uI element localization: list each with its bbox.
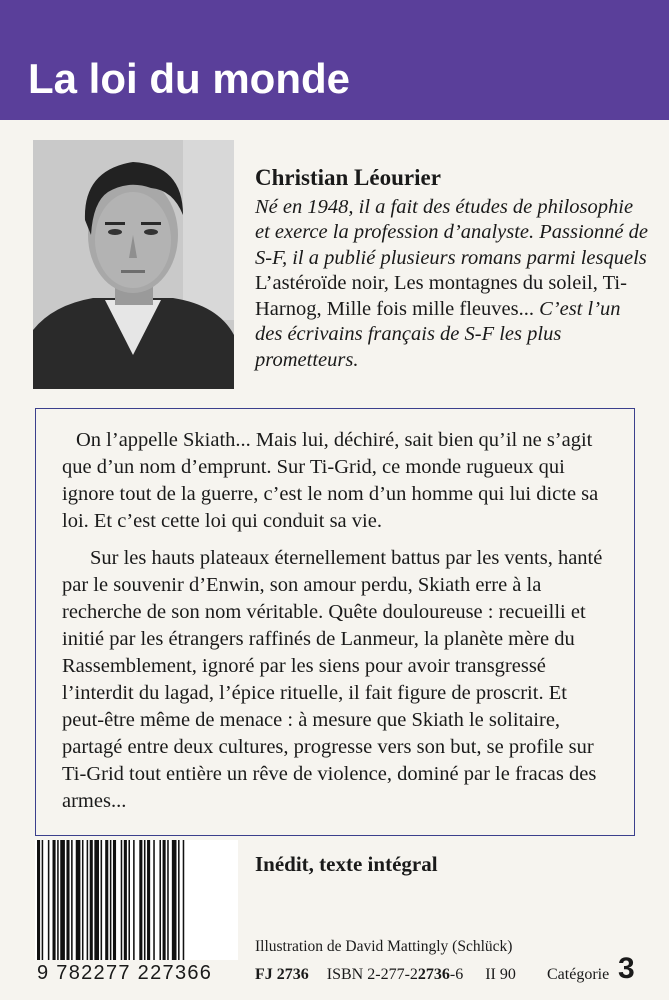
barcode-bar — [60, 840, 65, 960]
author-portrait-image — [33, 140, 234, 389]
author-book-titles: L’astéroïde noir, Les montagnes du soleil, Ti-Harnog, Mille fois mille fleuves... — [255, 272, 627, 320]
barcode-bar — [144, 840, 146, 960]
barcode-bar — [110, 840, 112, 960]
barcode-digits: 9 782277 227366 — [37, 962, 213, 984]
barcode-bar — [121, 840, 123, 960]
barcode-bar — [167, 840, 169, 960]
barcode — [35, 840, 238, 960]
barcode-bar — [66, 840, 69, 960]
publication-footer — [255, 952, 650, 985]
author-bio-closing: C’est l’un des écrivains français de S-F les plus prometteurs. — [255, 297, 621, 371]
synopsis-paragraph-1: On l’appelle Skiath... Mais lui, déchiré, sait bien qu’il ne s’agit que d’un nom d’emprunt. Sur Ti-Grid, ce monde rugueux qui ignore tout de la guerre, c’est le nom d’un homme qui lui dicte sa loi. Et c’est cette loi qui conduit sa vie. — [62, 429, 599, 532]
isbn — [327, 966, 463, 983]
author-name: Christian Léourier — [255, 165, 441, 190]
barcode-bar — [159, 840, 161, 960]
isbn-suffix: -6 — [449, 966, 464, 983]
barcode-bar — [153, 840, 155, 960]
author-photo — [33, 140, 234, 389]
synopsis-box — [35, 408, 635, 836]
barcode-bar — [87, 840, 89, 960]
illustration-credit: Illustration de David Mattingly (Schlück) — [255, 938, 513, 955]
barcode-bar — [90, 840, 93, 960]
barcode-bar — [105, 840, 108, 960]
series-code: FJ 2736 — [255, 966, 309, 983]
barcode-bar — [53, 840, 56, 960]
barcode-bar — [178, 840, 180, 960]
print-code: II 90 — [485, 966, 516, 983]
barcode-bar — [48, 840, 50, 960]
isbn-prefix: ISBN 2-277-2 — [326, 966, 418, 983]
author-bio-text: Né en 1948, il a fait des études de philosophie et exerce la profession d’analyste. Passionné de S-F, il a publié plusieurs romans parmi lesquels — [255, 195, 649, 269]
barcode-bar — [82, 840, 84, 960]
barcode-bar — [57, 840, 59, 960]
barcode-bar — [101, 840, 103, 960]
barcode-bar — [172, 840, 177, 960]
edition-label: Inédit, texte intégral — [255, 852, 438, 876]
book-title: La loi du monde — [28, 55, 350, 102]
synopsis-paragraph-2: Sur les hauts plateaux éternellement battus par les vents, hanté par le souvenir d’Enwin, son amour perdu, Skiath erre à la recherche de son nom véritable. Quête douloureuse : recueilli et initié par les étrangers raffinés de Lanmeur, la planète mère du Rassemblement, ignoré par les siens pour avoir transgressé l’interdit du lagad, l’épice rituelle, il fait figure de proscrit. Et peut-être même de menace : à mesure que Skiath le solitaire, partagé entre deux cultures, progresse vers son but, se profile sur Ti-Grid tout entière un rêve de violence, dominé par le fracas des armes... — [62, 547, 603, 812]
barcode-bar — [37, 840, 40, 960]
barcode-bars — [35, 840, 238, 960]
barcode-bar — [163, 840, 166, 960]
barcode-bar — [128, 840, 130, 960]
barcode-bar — [124, 840, 127, 960]
barcode-bar — [183, 840, 185, 960]
barcode-bar — [42, 840, 44, 960]
barcode-bar — [147, 840, 150, 960]
barcode-bar — [133, 840, 135, 960]
barcode-bar — [76, 840, 81, 960]
barcode-bar — [113, 840, 116, 960]
author-bio — [255, 165, 650, 373]
category-label: Catégorie — [547, 966, 610, 983]
barcode-bar — [71, 840, 73, 960]
barcode-bar — [94, 840, 99, 960]
category-number: 3 — [618, 952, 635, 985]
barcode-bar — [139, 840, 142, 960]
isbn-bold-part: 2736 — [417, 966, 450, 983]
